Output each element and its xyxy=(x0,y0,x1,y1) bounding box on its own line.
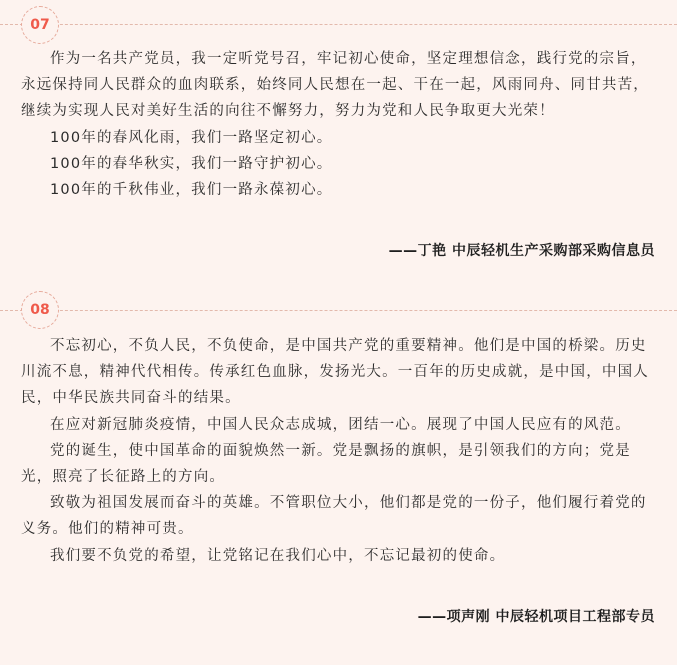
statement-section-07 xyxy=(0,0,677,280)
paragraph: 党的诞生，使中国革命的面貌焕然一新。党是飘扬的旗帜，是引领我们的方向；党是光，照亮了长征路上的方向。 xyxy=(21,442,631,486)
section-body xyxy=(21,333,651,569)
paragraph: 我们要不负党的希望，让党铭记在我们心中，不忘记最初的使命。 xyxy=(50,547,506,564)
section-number-badge: 08 xyxy=(21,291,59,329)
paragraph: 作为一名共产党员，我一定听党号召，牢记初心使命，坚定理想信念，践行党的宗旨，永远保持同人民群众的血肉联系，始终同人民想在一起、干在一起，风雨同舟、同甘共苦，继续为实现人民对美好生活的向往不懈努力，努力为党和人民争取更大光荣！ xyxy=(21,51,649,120)
author-signature: ——丁艳 中辰轻机生产采购部采购信息员 xyxy=(388,243,655,259)
section-body xyxy=(21,46,651,203)
section-divider xyxy=(0,24,677,25)
paragraph: 致敬为祖国发展而奋斗的英雄。不管职位大小，他们都是党的一份子，他们履行着党的义务。他们的精神可贵。 xyxy=(21,495,647,538)
paragraph: 在应对新冠肺炎疫情，中国人民众志成城，团结一心。展现了中国人民应有的风范。 xyxy=(50,416,631,433)
paragraph: 100年的千秋伟业，我们一路永葆初心。 xyxy=(50,182,333,199)
statement-section-08 xyxy=(0,282,677,665)
paragraph: 100年的春华秋实，我们一路守护初心。 xyxy=(50,155,333,172)
paragraph: 不忘初心，不负人民，不负使命，是中国共产党的重要精神。他们是中国的桥梁。历史川流不息，精神代代相传。传承红色血脉，发扬光大。一百年的历史成就，是中国，中国人民，中华民族共同奋斗的结果。 xyxy=(21,338,649,407)
author-signature: ——项声刚 中辰轻机项目工程部专员 xyxy=(417,609,655,625)
paragraph: 100年的春风化雨，我们一路坚定初心。 xyxy=(50,129,333,146)
section-divider xyxy=(0,310,677,311)
section-number-badge: 07 xyxy=(21,6,59,44)
